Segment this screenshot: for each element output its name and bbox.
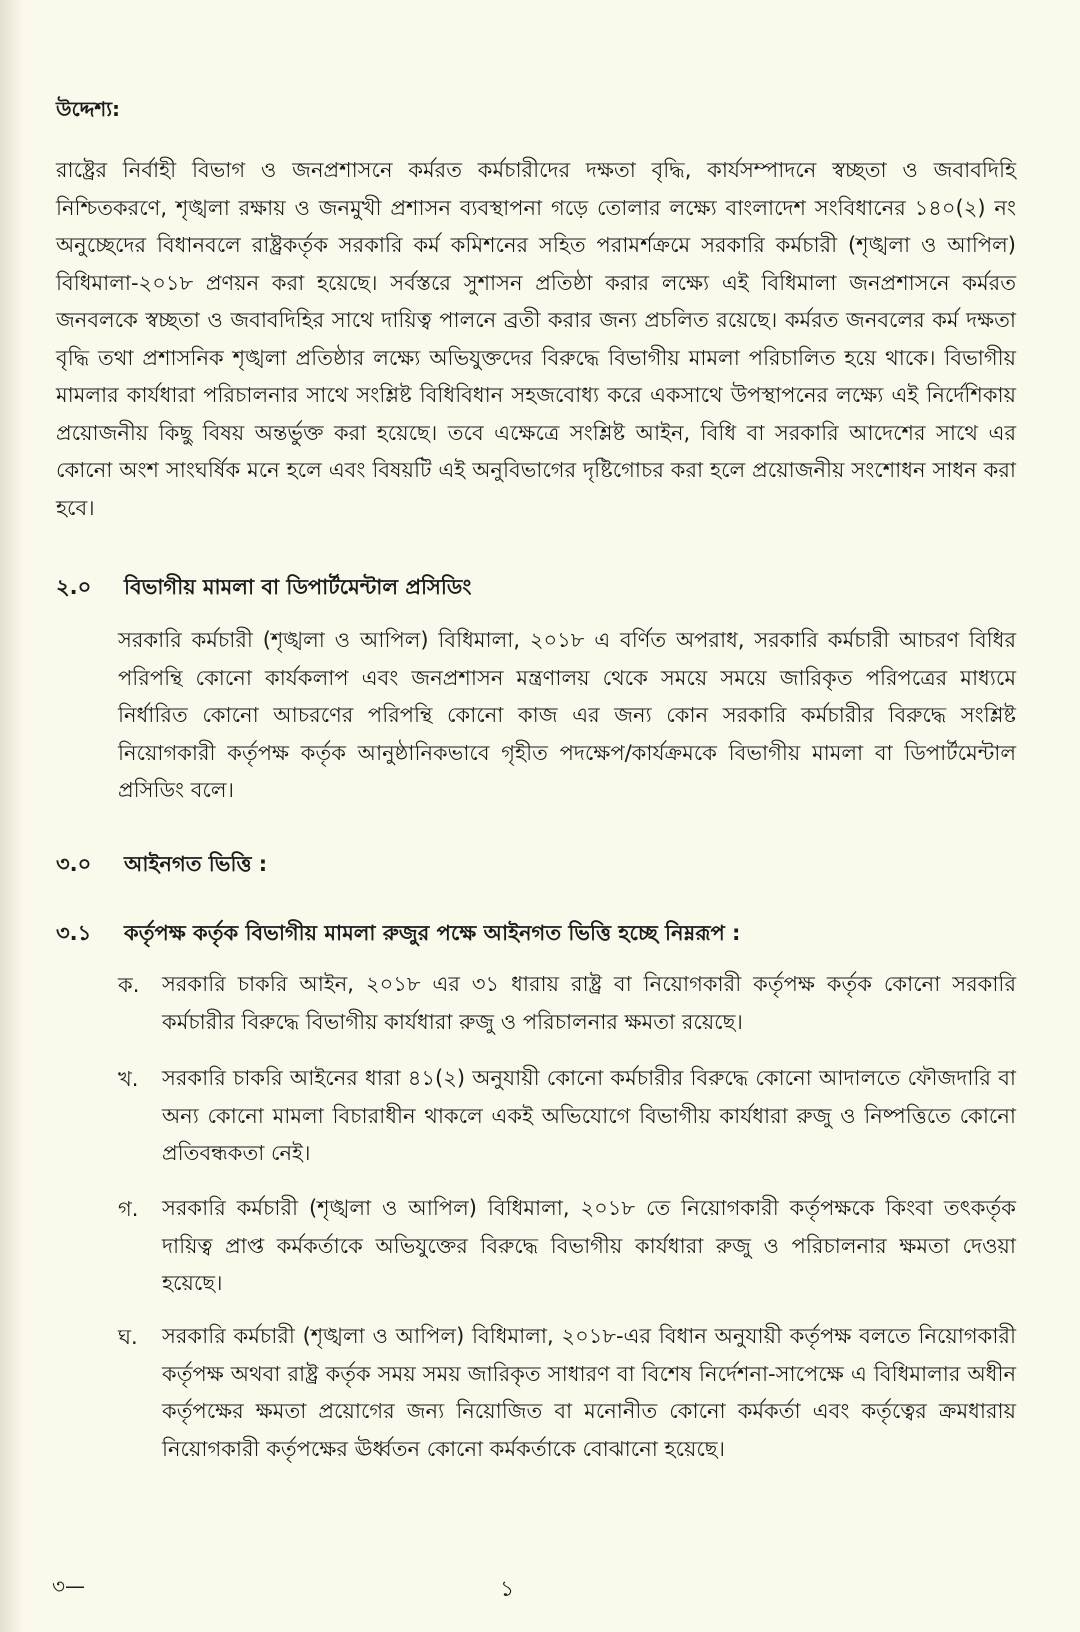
section-3-1-heading: [56, 914, 740, 952]
section-number: ৩.১: [56, 921, 92, 945]
list-marker: ঘ.: [118, 1325, 138, 1349]
list-item: [118, 1318, 1016, 1468]
section-3-heading: [56, 845, 267, 883]
objective-heading: উদ্দেশ্য:: [56, 97, 121, 121]
list-item: [118, 1060, 1016, 1173]
list-item: [118, 1190, 1016, 1303]
list-marker: গ.: [118, 1197, 139, 1221]
signature-mark: ৩—: [52, 1574, 86, 1598]
page-binding-edge: [0, 0, 22, 1632]
section-title: আইনগত ভিত্তি :: [124, 852, 268, 876]
list-marker: ক.: [118, 973, 140, 997]
list-item-text: সরকারি চাকরি আইন, ২০১৮ এর ৩১ ধারায় রাষ্ট্র বা নিয়োগকারী কর্তৃপক্ষ কর্তৃক কোনো সরকারি কর্মচারীর বিরুদ্ধে বিভাগীয় কার্যধারা রুজু ও পরিচালনার ক্ষমতা রয়েছে।: [162, 972, 1016, 1034]
section-title: বিভাগীয় মামলা বা ডিপার্টমেন্টাল প্রসিডিং: [124, 575, 472, 599]
section-2-paragraph: সরকারি কর্মচারী (শৃঙ্খলা ও আপিল) বিধিমালা, ২০১৮ এ বর্ণিত অপরাধ, সরকারি কর্মচারী আচরণ বিধির পরিপন্থি কোনো কার্যকলাপ এবং জনপ্রশাসন মন্ত্রণালয় থেকে সময়ে সময়ে জারিকৃত পরিপত্রের মাধ্যমে নির্ধারিত কোনো আচরণের পরিপন্থি কোনো কাজ এর জন্য কোন সরকারি কর্মচারীর বিরুদ্ধে সংশ্লিষ্ট নিয়োগকারী কর্তৃপক্ষ কর্তৃক আনুষ্ঠানিকভাবে গৃহীত পদক্ষেপ/কার্যক্রমকে বিভাগীয় মামলা বা ডিপার্টমেন্টাল প্রসিডিং বলে।: [118, 628, 1016, 802]
objective-paragraph: রাষ্ট্রের নির্বাহী বিভাগ ও জনপ্রশাসনে কর্মরত কর্মচারীদের দক্ষতা বৃদ্ধি, কার্যসম্পাদনে স্বচ্ছতা ও জবাবদিহি নিশ্চিতকরণে, শৃঙ্খলা রক্ষায় ও জনমুখী প্রশাসন ব্যবস্থাপনা গড়ে তোলার লক্ষ্যে বাংলাদেশ সংবিধানের ১৪০(২) নং অনুচ্ছেদের বিধানবলে রাষ্ট্রকর্তৃক সরকারি কর্ম কমিশনের সহিত পরামর্শক্রমে সরকারি কর্মচারী (শৃঙ্খলা ও আপিল) বিধিমালা-২০১৮ প্রণয়ন করা হয়েছে। সর্বস্তরে সুশাসন প্রতিষ্ঠা করার লক্ষ্যে এই বিধিমালা জনপ্রশাসনে কর্মরত জনবলকে স্বচ্ছতা ও জবাবদিহির সাথে দায়িত্ব পালনে ব্রতী করার জন্য প্রচলিত রয়েছে। কর্মরত জনবলের কর্ম দক্ষতা বৃদ্ধি তথা প্রশাসনিক শৃঙ্খলা প্রতিষ্ঠার লক্ষ্যে অভিযুক্তদের বিরুদ্ধে বিভাগীয় মামলা পরিচালিত হয়ে থাকে। বিভাগীয় মামলার কার্যধারা পরিচালনার সাথে সংশ্লিষ্ট বিধিবিধান সহজবোধ্য করে একসাথে উপস্থাপনের লক্ষ্যে এই নির্দেশিকায় প্রয়োজনীয় কিছু বিষয় অন্তর্ভুক্ত করা হয়েছে। তবে এক্ষেত্রে সংশ্লিষ্ট আইন, বিধি বা সরকারি আদেশের সাথে এর কোনো অংশ সাংঘর্ষিক মনে হলে এবং বিষয়টি এই অনুবিভাগের দৃষ্টিগোচর করা হলে প্রয়োজনীয় সংশোধন সাধন করা হবে।: [56, 158, 1016, 520]
section-title: কর্তৃপক্ষ কর্তৃক বিভাগীয় মামলা রুজুর পক্ষে আইনগত ভিত্তি হচ্ছে নিম্নরূপ :: [124, 921, 741, 945]
page-number: ১: [500, 1577, 515, 1602]
list-item-text: সরকারি কর্মচারী (শৃঙ্খলা ও আপিল) বিধিমালা, ২০১৮-এর বিধান অনুযায়ী কর্তৃপক্ষ বলতে নিয়োগকারী কর্তৃপক্ষ অথবা রাষ্ট্র কর্তৃক সময় সময় জারিকৃত সাধারণ বা বিশেষ নির্দেশনা-সাপেক্ষে এ বিধিমালার অধীন কর্তৃপক্ষের ক্ষমতা প্রয়োগের জন্য নিয়োজিত বা মনোনীত কোনো কর্মকর্তা এবং কর্তৃত্বের ক্রমধারায় নিয়োগকারী কর্তৃপক্ষের ঊর্ধ্বতন কোনো কর্মকর্তাকে বোঝানো হয়েছে।: [162, 1324, 1016, 1461]
list-item-text: সরকারি কর্মচারী (শৃঙ্খলা ও আপিল) বিধিমালা, ২০১৮ তে নিয়োগকারী কর্তৃপক্ষকে কিংবা তৎকর্তৃক দায়িত্ব প্রাপ্ত কর্মকর্তাকে অভিযুক্তের বিরুদ্ধে বিভাগীয় কার্যধারা রুজু ও পরিচালনার ক্ষমতা দেওয়া হয়েছে।: [162, 1196, 1016, 1295]
section-2-heading: [56, 568, 471, 606]
list-item-text: সরকারি চাকরি আইনের ধারা ৪১(২) অনুযায়ী কোনো কর্মচারীর বিরুদ্ধে কোনো আদালতে ফৌজদারি বা অন্য কোনো মামলা বিচারাধীন থাকলে একই অভিযোগে বিভাগীয় কার্যধারা রুজু ও নিষ্পত্তিতে কোনো প্রতিবন্ধকতা নেই।: [162, 1066, 1016, 1165]
list-marker: খ.: [118, 1067, 139, 1091]
section-number: ২.০: [56, 575, 92, 599]
section-number: ৩.০: [56, 852, 92, 876]
list-item: [118, 966, 1016, 1041]
